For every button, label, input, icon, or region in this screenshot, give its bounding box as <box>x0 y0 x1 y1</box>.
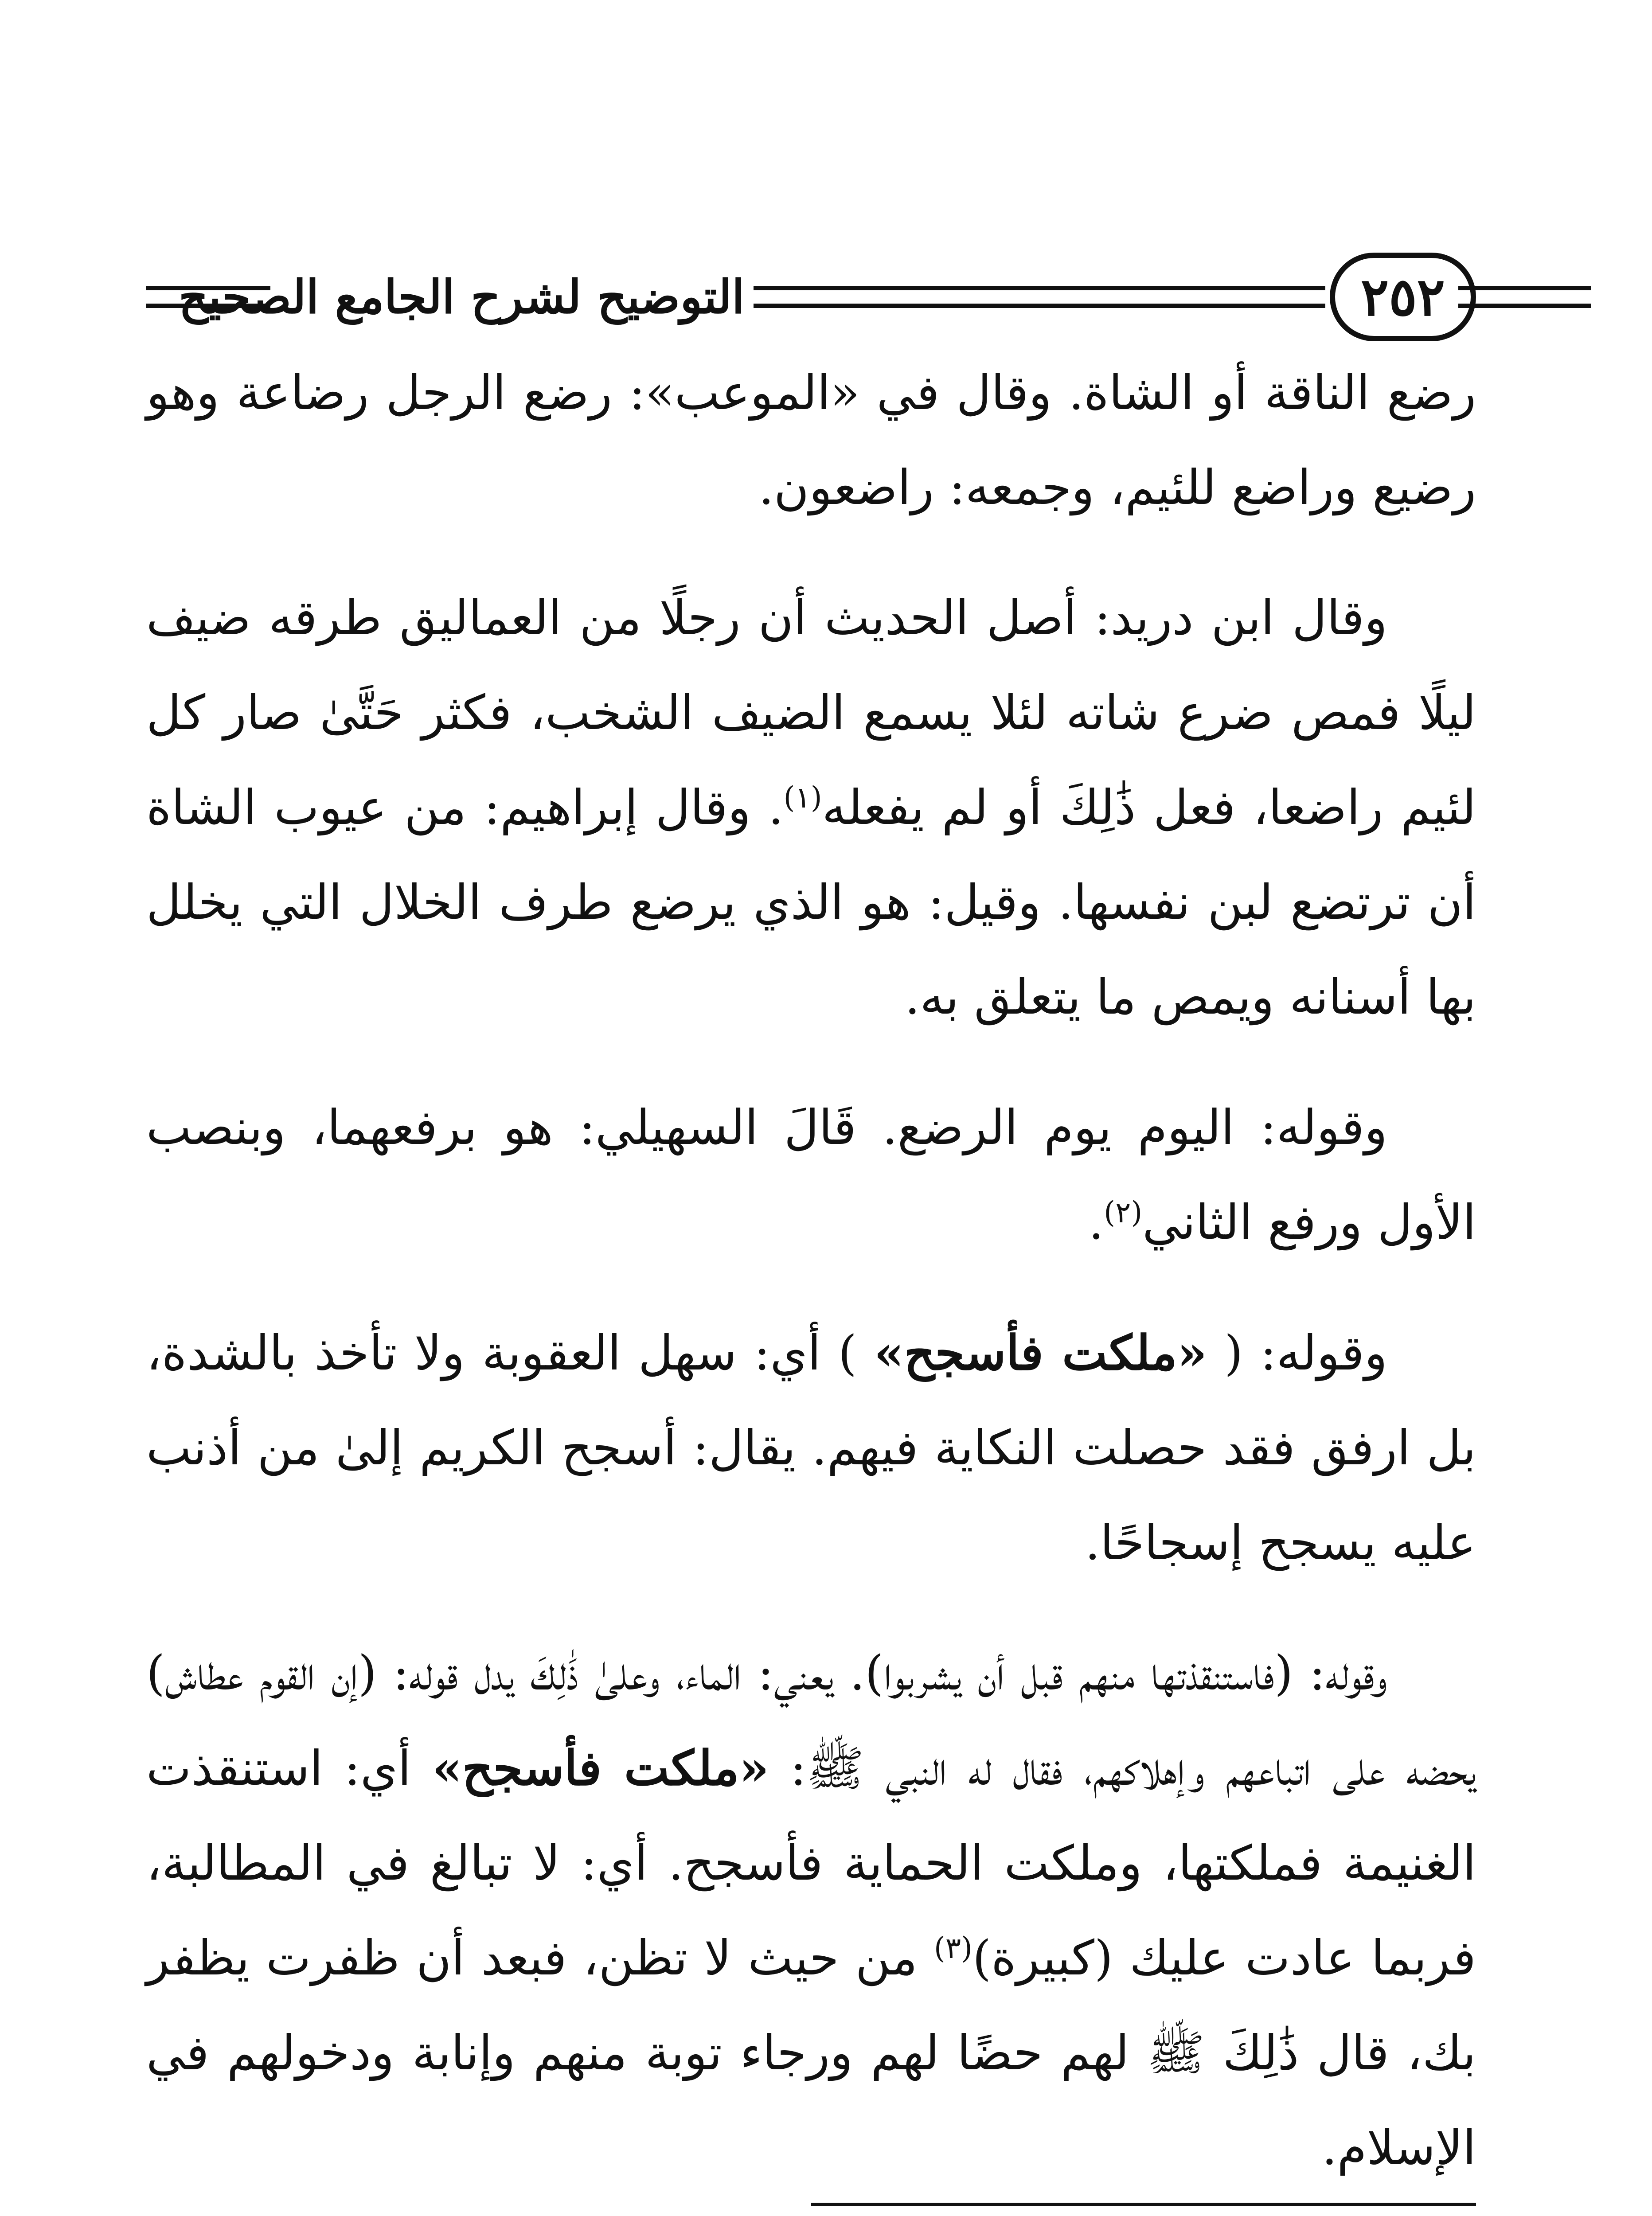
header-rule <box>1458 286 1591 290</box>
footnote-marker: (١) <box>783 780 822 815</box>
paragraph <box>146 1306 1476 1591</box>
running-title: التوضيح لشرح الجامع الصحيح <box>179 269 745 324</box>
header-rule <box>754 286 1325 290</box>
main-text <box>146 346 1476 2216</box>
text-run: وقوله: ( <box>1207 1326 1387 1381</box>
text-run: . <box>1088 1195 1104 1250</box>
hadith-quote: «ملكت فأسجح» <box>874 1325 1207 1381</box>
text-run: وقوله: اليوم يوم الرضع. قَالَ السهيلي: هو برفعهما، وبنصب الأول ورفع الثاني <box>146 1100 1476 1250</box>
paragraph <box>146 571 1476 1045</box>
text-run: وقوله: (فاستنقذتها منهم قبل أن يشربوا). يعني: الماء، وعلىٰ ذَٰلِكَ يدل قوله: (إن القوم عطاش) يحضه على اتباعهم وإهلاكهم، فقال له النبي ﷺ: <box>146 1646 1476 1796</box>
hadith-quote: «ملكت فأسجح» <box>432 1740 769 1796</box>
text-run: ) أي: سهل العقوبة ولا تأخذ بالشدة، بل ارفق فقد حصلت النكاية فيهم. يقال: أسجح الكريم إلىٰ من أذنب عليه يسجح إسجاحًا. <box>146 1326 1476 1571</box>
text-run: وقال ابن دريد: أصل الحديث أن رجلًا من العماليق طرقه ضيف ليلًا فمص ضرع شاته لئلا يسمع الضيف الشخب، فكثر حَتَّىٰ صار كل لئيم راضعا، فعل ذَٰلِكَ أو لم يفعله <box>146 590 1476 835</box>
text-run: . وقال إبراهيم: من عيوب الشاة أن ترتضع لبن نفسها. وقيل: هو الذي يرضع طرف الخلال التي يخلل بها أسنانه ويمص ما يتعلق به. <box>146 780 1476 1025</box>
page-number-badge <box>1330 253 1476 341</box>
header-rule <box>754 304 1325 308</box>
header-rule <box>1458 304 1591 308</box>
paragraph <box>146 346 1476 535</box>
paragraph <box>146 1626 1476 2196</box>
footnote-separator <box>811 2203 1476 2206</box>
page-number: ٢٥٢ <box>1360 266 1445 328</box>
paragraph <box>146 1081 1476 1270</box>
page-header <box>146 248 1476 346</box>
footnote-marker: (٢) <box>1104 1195 1143 1229</box>
text-run: رضع الناقة أو الشاة. وقال في «الموعب»: رضع الرجل رضاعة وهو رضيع وراضع للئيم، وجمعه: راضعون. <box>146 365 1476 515</box>
text-run: أي: استنقذت الغنيمة فملكتها، وملكت الحماية فأسجح. أي: لا تبالغ في المطالبة، فربما عادت عليك (كبيرة) <box>146 1741 1476 1986</box>
footnote-marker: (٣) <box>934 1931 972 1965</box>
text-run: من حيث لا تظن، فبعد أن ظفرت يظفر بك، قال ذَٰلِكَ ﷺ لهم حضًا لهم ورجاء توبة منهم وإنابة ودخولهم في الإسلام. <box>146 1931 1476 2176</box>
